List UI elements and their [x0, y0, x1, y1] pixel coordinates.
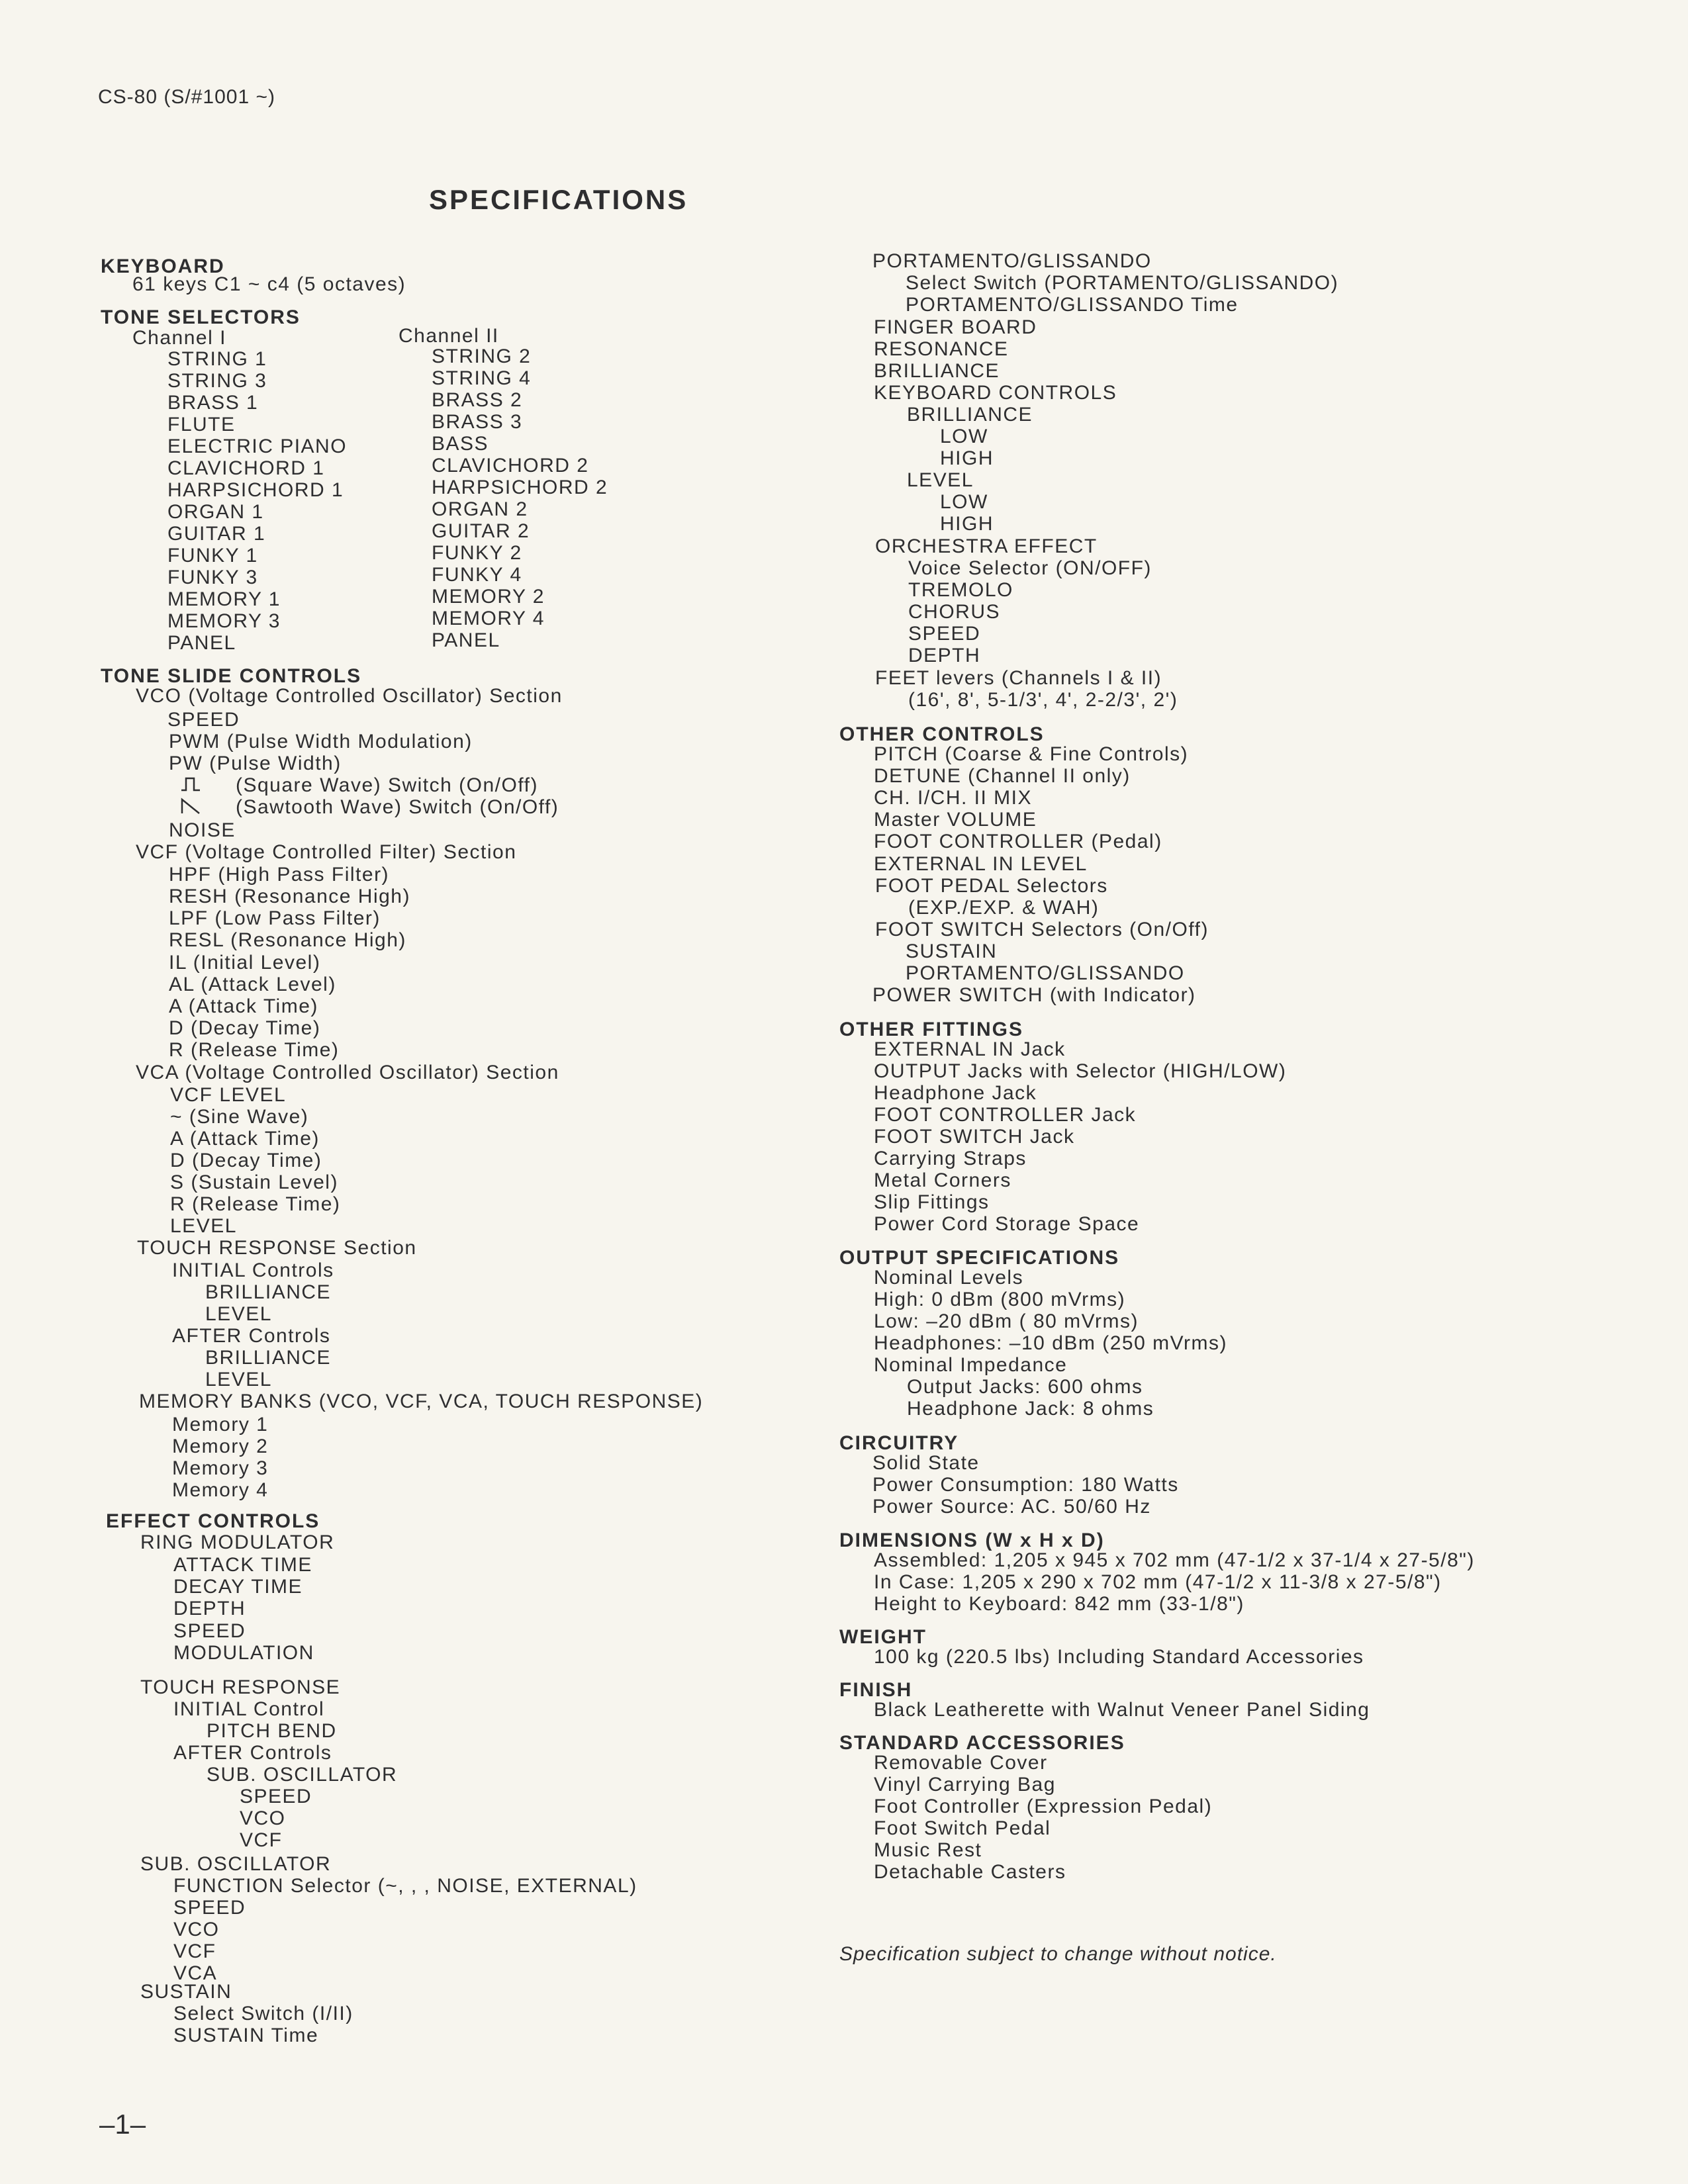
spec-line: LPF (Low Pass Filter) — [169, 907, 381, 929]
spec-line: SUB. OSCILLATOR — [140, 1853, 332, 1875]
tone-item: STRING 1 — [167, 348, 267, 370]
spec-line: AL (Attack Level) — [169, 974, 336, 995]
tone-item: STRING 4 — [432, 367, 532, 389]
spec-line: SUSTAIN — [906, 940, 998, 962]
spec-line: Carrying Straps — [874, 1148, 1027, 1169]
tone-item: BRASS 3 — [432, 411, 523, 433]
spec-line: Select Switch (I/II) — [173, 2003, 353, 2025]
spec-line: AFTER Controls — [173, 1742, 332, 1764]
section-heading: TONE SLIDE CONTROLS — [101, 665, 362, 687]
spec-line: VCF — [240, 1829, 283, 1851]
spec-line: BRILLIANCE — [907, 404, 1033, 426]
spec-line: FEET levers (Channels I & II) — [875, 667, 1162, 689]
spec-line: BRILLIANCE — [874, 360, 1000, 382]
tone-item: MEMORY 4 — [432, 608, 545, 629]
spec-line: LOW — [940, 426, 988, 447]
spec-line: TOUCH RESPONSE Section — [137, 1237, 417, 1259]
spec-line: POWER SWITCH (with Indicator) — [872, 984, 1196, 1006]
section-heading: OTHER FITTINGS — [839, 1019, 1023, 1040]
spec-line: BRILLIANCE — [205, 1347, 332, 1369]
spec-line: VCF (Voltage Controlled Filter) Section — [136, 841, 517, 863]
tone-item: HARPSICHORD 2 — [432, 477, 608, 498]
spec-line: DETUNE (Channel II only) — [874, 765, 1131, 787]
spec-line: ~ (Sine Wave) — [170, 1106, 309, 1128]
spec-line: HIGH — [940, 513, 994, 535]
section-heading: TONE SELECTORS — [101, 306, 301, 328]
spec-line: EXTERNAL IN LEVEL — [874, 853, 1088, 875]
spec-line: Power Source: AC. 50/60 Hz — [872, 1496, 1151, 1518]
spec-line: R (Release Time) — [170, 1193, 341, 1215]
spec-line: INITIAL Control — [173, 1698, 325, 1720]
tone-item: STRING 3 — [167, 370, 267, 392]
spec-line: Power Consumption: 180 Watts — [872, 1474, 1179, 1496]
tone-item: FUNKY 1 — [167, 545, 258, 567]
spec-line: PORTAMENTO/GLISSANDO Time — [906, 294, 1239, 316]
spec-line: LOW — [940, 491, 988, 513]
spec-line: Removable Cover — [874, 1752, 1048, 1774]
spec-line: Foot Controller (Expression Pedal) — [874, 1796, 1213, 1817]
tone-item: CLAVICHORD 2 — [432, 455, 589, 477]
tone-item: BRASS 2 — [432, 389, 523, 411]
spec-line: SPEED — [173, 1620, 246, 1642]
spec-line: DECAY TIME — [173, 1576, 303, 1598]
spec-line: AFTER Controls — [172, 1325, 331, 1347]
spec-line: INITIAL Controls — [172, 1259, 334, 1281]
spec-line: FOOT SWITCH Jack — [874, 1126, 1075, 1148]
section-heading: FINISH — [839, 1679, 913, 1701]
tone-item: BASS — [432, 433, 489, 455]
channel-2-label: Channel II — [399, 325, 499, 347]
page-number: –1– — [99, 2109, 146, 2140]
tone-item: MEMORY 3 — [167, 610, 281, 632]
spec-line: Voice Selector (ON/OFF) — [908, 557, 1152, 579]
spec-line: PORTAMENTO/GLISSANDO — [906, 962, 1185, 984]
spec-line: FUNCTION Selector (~, , , NOISE, EXTERNAL) — [173, 1875, 637, 1897]
spec-line: 100 kg (220.5 lbs) Including Standard Accessories — [874, 1646, 1364, 1668]
spec-line: D (Decay Time) — [170, 1150, 322, 1171]
tone-item: PANEL — [432, 629, 500, 651]
spec-line: SPEED — [167, 709, 240, 731]
spec-line: ORCHESTRA EFFECT — [875, 535, 1098, 557]
spec-line: Memory 4 — [172, 1479, 269, 1501]
spec-line: SUSTAIN — [140, 1981, 232, 2003]
spec-line: S (Sustain Level) — [170, 1171, 338, 1193]
tone-item: ELECTRIC PIANO — [167, 435, 348, 457]
section-heading: DIMENSIONS (W x H x D) — [839, 1529, 1105, 1551]
spec-line: LEVEL — [205, 1369, 272, 1390]
spec-line: FOOT CONTROLLER (Pedal) — [874, 831, 1162, 852]
spec-line: VCF LEVEL — [170, 1084, 287, 1106]
spec-line: Metal Corners — [874, 1169, 1011, 1191]
channel-2-column — [391, 0, 655, 662]
spec-line: VCO — [240, 1807, 286, 1829]
spec-line: SUB. OSCILLATOR — [207, 1764, 398, 1786]
spec-line: Slip Fittings — [874, 1191, 990, 1213]
spec-line: MEMORY BANKS (VCO, VCF, VCA, TOUCH RESPONSE) — [139, 1390, 704, 1412]
spec-line: BRILLIANCE — [205, 1281, 332, 1303]
section-heading: STANDARD ACCESSORIES — [839, 1732, 1125, 1754]
tone-item: FUNKY 3 — [167, 567, 258, 588]
spec-line: PORTAMENTO/GLISSANDO — [872, 250, 1152, 272]
spec-line: HPF (High Pass Filter) — [169, 864, 390, 886]
spec-line: (Square Wave) Switch (On/Off) — [236, 774, 538, 796]
spec-line: VCF — [173, 1940, 216, 1962]
spec-line: Memory 1 — [172, 1414, 269, 1435]
tone-item: FUNKY 4 — [432, 564, 522, 586]
spec-line: Output Jacks: 600 ohms — [907, 1376, 1143, 1398]
spec-line: Master VOLUME — [874, 809, 1037, 831]
model-code: CS-80 (S/#1001 ~) — [98, 86, 275, 108]
tone-item: MEMORY 2 — [432, 586, 545, 608]
spec-line: Headphone Jack — [874, 1082, 1037, 1104]
spec-line: PWM (Pulse Width Modulation) — [169, 731, 473, 752]
spec-line: SPEED — [240, 1786, 312, 1807]
spec-line: Detachable Casters — [874, 1861, 1066, 1883]
section-heading: OUTPUT SPECIFICATIONS — [839, 1247, 1120, 1269]
spec-line: Solid State — [872, 1452, 980, 1474]
tone-item: ORGAN 1 — [167, 501, 264, 523]
spec-line: Black Leatherette with Walnut Veneer Panel Siding — [874, 1699, 1370, 1721]
spec-line: TOUCH RESPONSE — [140, 1676, 341, 1698]
spec-line: Nominal Impedance — [874, 1354, 1068, 1376]
section-heading: CIRCUITRY — [839, 1432, 959, 1454]
spec-line: RESL (Resonance High) — [169, 929, 406, 951]
spec-line: Foot Switch Pedal — [874, 1817, 1051, 1839]
spec-line: Memory 2 — [172, 1435, 269, 1457]
tone-item: GUITAR 2 — [432, 520, 530, 542]
tone-item: ORGAN 2 — [432, 498, 528, 520]
spec-line: A (Attack Time) — [169, 995, 318, 1017]
tone-item: PANEL — [167, 632, 236, 654]
tone-item: BRASS 1 — [167, 392, 259, 414]
spec-line: OUTPUT Jacks with Selector (HIGH/LOW) — [874, 1060, 1287, 1082]
tone-item: FLUTE — [167, 414, 236, 435]
spec-line: Assembled: 1,205 x 945 x 702 mm (47-1/2 x 37-1/4 x 27-5/8") — [874, 1549, 1475, 1571]
spec-line: NOISE — [169, 819, 236, 841]
spec-line: High: 0 dBm (800 mVrms) — [874, 1289, 1126, 1310]
spec-line: DEPTH — [908, 645, 981, 666]
spec-line: FINGER BOARD — [874, 316, 1037, 338]
spec-line: 61 keys C1 ~ c4 (5 octaves) — [132, 273, 406, 295]
spec-line: LEVEL — [170, 1215, 237, 1237]
spec-line: CHORUS — [908, 601, 1001, 623]
section-heading: KEYBOARD — [101, 255, 225, 277]
page-title: SPECIFICATIONS — [429, 184, 688, 215]
spec-line: (EXP./EXP. & WAH) — [908, 897, 1100, 919]
square-wave-icon — [180, 776, 201, 793]
spec-line: IL (Initial Level) — [169, 952, 321, 974]
spec-line: Headphones: –10 dBm (250 mVrms) — [874, 1332, 1227, 1354]
right-spec-column — [794, 0, 1655, 1985]
tone-item: MEMORY 1 — [167, 588, 281, 610]
spec-line: RESONANCE — [874, 338, 1009, 360]
spec-line: VCA (Voltage Controlled Oscillator) Section — [136, 1062, 559, 1083]
section-heading: OTHER CONTROLS — [839, 723, 1045, 745]
spec-line: Low: –20 dBm ( 80 mVrms) — [874, 1310, 1139, 1332]
tone-item: FUNKY 2 — [432, 542, 522, 564]
spec-line: Music Rest — [874, 1839, 982, 1861]
spec-line: HIGH — [940, 447, 994, 469]
spec-line: Power Cord Storage Space — [874, 1213, 1140, 1235]
spec-line: RING MODULATOR — [140, 1531, 335, 1553]
spec-line: A (Attack Time) — [170, 1128, 320, 1150]
spec-line: PW (Pulse Width) — [169, 752, 342, 774]
spec-line: PITCH BEND — [207, 1720, 337, 1742]
spec-line: R (Release Time) — [169, 1039, 340, 1061]
spec-line: EXTERNAL IN Jack — [874, 1038, 1066, 1060]
channel-1-label: Channel I — [132, 327, 226, 349]
spec-line: Nominal Levels — [874, 1267, 1024, 1289]
section-heading: WEIGHT — [839, 1626, 927, 1648]
spec-line: MODULATION — [173, 1642, 314, 1664]
spec-line: Memory 3 — [172, 1457, 269, 1479]
spec-line: (16', 8', 5-1/3', 4', 2-2/3', 2') — [908, 689, 1178, 711]
spec-line: FOOT CONTROLLER Jack — [874, 1104, 1137, 1126]
spec-line: VCO (Voltage Controlled Oscillator) Section — [136, 685, 563, 707]
spec-line: Vinyl Carrying Bag — [874, 1774, 1056, 1796]
section-heading: EFFECT CONTROLS — [106, 1510, 320, 1532]
sawtooth-wave-icon — [180, 797, 201, 815]
tone-item: HARPSICHORD 1 — [167, 479, 344, 501]
spec-line: DEPTH — [173, 1598, 246, 1619]
spec-line: TREMOLO — [908, 579, 1013, 601]
spec-line: FOOT PEDAL Selectors — [875, 875, 1108, 897]
spec-line: VCO — [173, 1919, 220, 1940]
spec-line: In Case: 1,205 x 290 x 702 mm (47-1/2 x 11-3/8 x 27-5/8") — [874, 1571, 1442, 1593]
spec-line: SPEED — [173, 1897, 246, 1919]
spec-line: SUSTAIN Time — [173, 2025, 319, 2046]
spec-line: Height to Keyboard: 842 mm (33-1/8") — [874, 1593, 1244, 1615]
tone-item: STRING 2 — [432, 345, 532, 367]
spec-line: (Sawtooth Wave) Switch (On/Off) — [236, 796, 559, 818]
spec-line: LEVEL — [205, 1303, 272, 1325]
spec-line: ATTACK TIME — [173, 1554, 312, 1576]
spec-line: Select Switch (PORTAMENTO/GLISSANDO) — [906, 272, 1339, 294]
spec-line: PITCH (Coarse & Fine Controls) — [874, 743, 1189, 765]
spec-line: KEYBOARD CONTROLS — [874, 382, 1117, 404]
tone-item: CLAVICHORD 1 — [167, 457, 325, 479]
spec-line: SPEED — [908, 623, 981, 645]
spec-line: VCA — [173, 1962, 218, 1984]
spec-line: Headphone Jack: 8 ohms — [907, 1398, 1154, 1420]
spec-line: RESH (Resonance High) — [169, 886, 410, 907]
spec-line: LEVEL — [907, 469, 974, 491]
spec-line: D (Decay Time) — [169, 1017, 321, 1039]
spec-line: CH. I/CH. II MIX — [874, 787, 1033, 809]
tone-item: GUITAR 1 — [167, 523, 266, 545]
footnote: Specification subject to change without notice. — [839, 1943, 1277, 1965]
spec-line: FOOT SWITCH Selectors (On/Off) — [875, 919, 1209, 940]
